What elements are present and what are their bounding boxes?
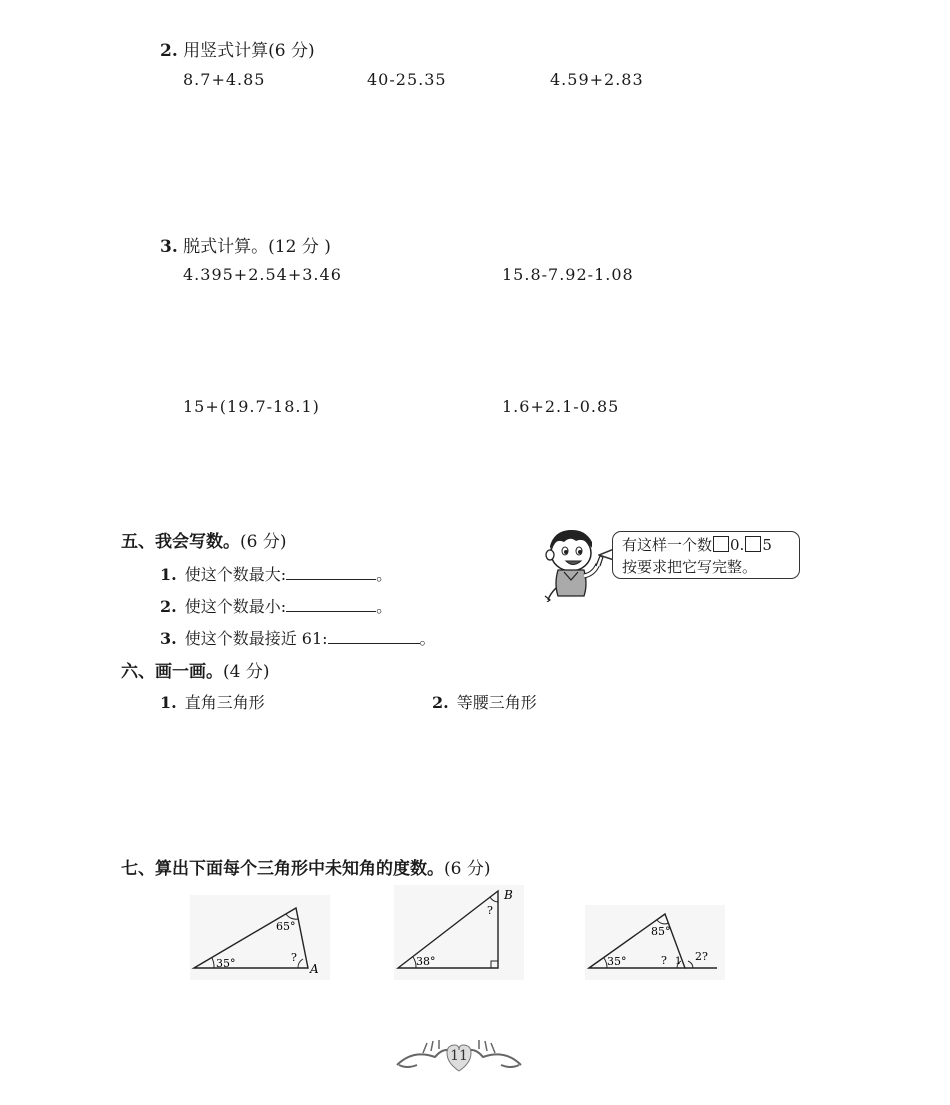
q3-expr-3: 15+(19.7-18.1)	[183, 397, 320, 416]
digit-box-2	[745, 536, 761, 552]
answer-blank-2[interactable]	[286, 597, 376, 612]
sec7-heading	[121, 854, 490, 879]
q2-title: 用竖式计算(6 分)	[183, 41, 315, 61]
tri1-angle-65: 65°	[276, 920, 296, 933]
answer-blank-3[interactable]	[328, 629, 420, 644]
sec6-heading	[121, 657, 269, 682]
tri3-angle-1-label: 1	[675, 956, 682, 967]
sec5-item-1: 1. 使这个数最大: 。	[160, 565, 393, 584]
sec5-title: 五、我会写数。	[121, 532, 240, 552]
tri1-vertex-a: A	[310, 962, 319, 976]
tri3-angle-35: 35°	[607, 955, 627, 968]
cartoon-boy-icon	[540, 526, 616, 602]
triangle-2	[394, 885, 524, 980]
tri2-vertex-b: B	[504, 888, 513, 902]
tri3-unknown-1: ?	[661, 954, 667, 967]
q2-expr-3: 4.59+2.83	[550, 70, 644, 89]
sec5-points: (6 分)	[240, 532, 287, 552]
sec5-heading	[121, 527, 286, 552]
q3-heading	[160, 232, 331, 257]
tri2-angle-38: 38°	[416, 955, 436, 968]
sec6-title: 六、画一画。	[121, 662, 223, 682]
page-number: 11	[450, 1048, 468, 1064]
sec6-item-1: 1. 直角三角形	[160, 693, 265, 712]
sec7-title: 七、算出下面每个三角形中未知角的度数。	[121, 859, 444, 879]
q3-expr-4: 1.6+2.1-0.85	[502, 397, 620, 416]
q3-number: 3.	[160, 237, 178, 257]
q3-expr-1: 4.395+2.54+3.46	[183, 265, 342, 284]
triangle-1	[190, 895, 330, 980]
sec6-item-2: 2. 等腰三角形	[432, 693, 537, 712]
bubble-line-2: 按要求把它写完整。	[622, 558, 758, 576]
sec6-points: (4 分)	[223, 662, 270, 682]
tri3-unknown-2: 2?	[695, 950, 708, 963]
q2-expr-2: 40-25.35	[367, 70, 447, 89]
sec7-points: (6 分)	[444, 859, 491, 879]
triangle-3	[585, 905, 725, 980]
tri3-angle-85: 85°	[651, 925, 671, 938]
bubble-line-1: 有这样一个数 0. 5	[622, 536, 772, 554]
tri1-angle-35: 35°	[216, 957, 236, 970]
q2-expr-1: 8.7+4.85	[183, 70, 266, 89]
answer-blank-1[interactable]	[286, 565, 376, 580]
digit-box-1	[713, 536, 729, 552]
tri1-unknown: ?	[291, 951, 297, 964]
sec5-item-3: 3. 使这个数最接近 61: 。	[160, 629, 436, 648]
page-ornament	[393, 1035, 525, 1075]
q2-number: 2.	[160, 41, 178, 61]
q2-heading	[160, 36, 315, 61]
tri2-unknown: ?	[487, 904, 493, 917]
q3-expr-2: 15.8-7.92-1.08	[502, 265, 634, 284]
sec5-item-2: 2. 使这个数最小: 。	[160, 597, 393, 616]
speech-bubble	[612, 531, 800, 579]
q3-title: 脱式计算。(12 分 )	[183, 237, 331, 257]
